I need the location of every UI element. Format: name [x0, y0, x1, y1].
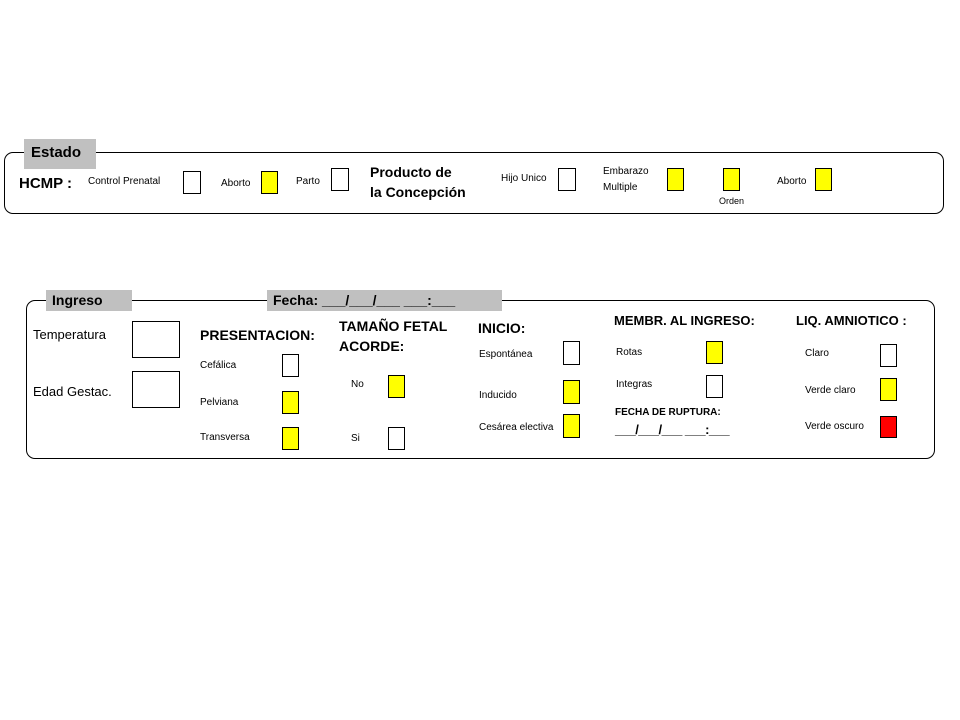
inicio-inducido-checkbox[interactable] [563, 380, 580, 404]
inicio-espontanea-checkbox[interactable] [563, 341, 580, 365]
liq-verde-oscuro-label: Verde oscuro [805, 421, 864, 432]
presentacion-transversa-label: Transversa [200, 432, 250, 443]
aborto2-checkbox[interactable] [815, 168, 832, 191]
fecha-ruptura-label: FECHA DE RUPTURA: [615, 407, 721, 418]
embarazo-label-line1: Embarazo [603, 166, 649, 177]
temperatura-field[interactable] [132, 321, 180, 358]
liq-claro-checkbox[interactable] [880, 344, 897, 367]
membr-ingreso-title: MEMBR. AL INGRESO: [614, 313, 755, 328]
membr-integras-label: Integras [616, 379, 653, 390]
ingreso-tab: Ingreso [46, 290, 132, 311]
edad-gestac-label: Edad Gestac. [33, 384, 112, 399]
hcmp-label: HCMP : [19, 175, 73, 192]
liq-verde-claro-checkbox[interactable] [880, 378, 897, 401]
control-prenatal-label: Control Prenatal [88, 176, 161, 187]
embarazo-multiple-checkbox[interactable] [667, 168, 684, 191]
membr-rotas-checkbox[interactable] [706, 341, 723, 364]
presentacion-pelviana-checkbox[interactable] [282, 391, 299, 414]
edad-gestac-field[interactable] [132, 371, 180, 408]
tamano-fetal-title [339, 316, 447, 356]
parto-checkbox[interactable] [331, 168, 349, 191]
presentacion-transversa-checkbox[interactable] [282, 427, 299, 450]
control-prenatal-checkbox[interactable] [183, 171, 201, 194]
inicio-cesarea-label: Cesárea electiva [479, 422, 554, 433]
producto-concepcion-label [370, 162, 466, 202]
presentacion-title: PRESENTACION: [200, 327, 315, 343]
presentacion-cefalica-checkbox[interactable] [282, 354, 299, 377]
parto-label: Parto [296, 176, 320, 187]
temperatura-label: Temperatura [33, 327, 106, 342]
fecha-ruptura-field[interactable]: ___/___/___ ___:___ [615, 422, 730, 437]
estado-tab: Estado [24, 139, 96, 169]
liq-verde-oscuro-checkbox[interactable] [880, 416, 897, 438]
inicio-cesarea-checkbox[interactable] [563, 414, 580, 438]
tamano-title-line1: TAMAÑO FETAL [339, 318, 448, 334]
embarazo-label-line2: Multiple [603, 182, 638, 193]
embarazo-multiple-label [603, 164, 649, 196]
liq-verde-claro-label: Verde claro [805, 385, 856, 396]
inicio-inducido-label: Inducido [479, 390, 517, 401]
tamano-no-checkbox[interactable] [388, 375, 405, 398]
tamano-si-checkbox[interactable] [388, 427, 405, 450]
aborto2-label: Aborto [777, 176, 807, 187]
membr-integras-checkbox[interactable] [706, 375, 723, 398]
hijo-unico-checkbox[interactable] [558, 168, 576, 191]
liq-claro-label: Claro [805, 348, 829, 359]
tamano-si-label: Si [351, 433, 360, 444]
orden-label: Orden [719, 196, 745, 206]
liq-amniotico-title: LIQ. AMNIOTICO : [796, 313, 907, 328]
inicio-espontanea-label: Espontánea [479, 349, 533, 360]
tamano-no-label: No [351, 379, 364, 390]
hijo-unico-label: Hijo Unico [501, 173, 547, 184]
fecha-ingreso: Fecha: ___/___/___ ___:___ [267, 290, 502, 311]
inicio-title: INICIO: [478, 320, 526, 336]
producto-label-line2: la Concepción [370, 184, 466, 200]
membr-rotas-label: Rotas [616, 347, 643, 358]
presentacion-cefalica-label: Cefálica [200, 360, 237, 371]
aborto-label: Aborto [221, 178, 251, 189]
presentacion-pelviana-label: Pelviana [200, 397, 239, 408]
orden-checkbox[interactable] [723, 168, 740, 191]
aborto-checkbox[interactable] [261, 171, 278, 194]
tamano-title-line2: ACORDE: [339, 338, 405, 354]
producto-label-line1: Producto de [370, 164, 452, 180]
